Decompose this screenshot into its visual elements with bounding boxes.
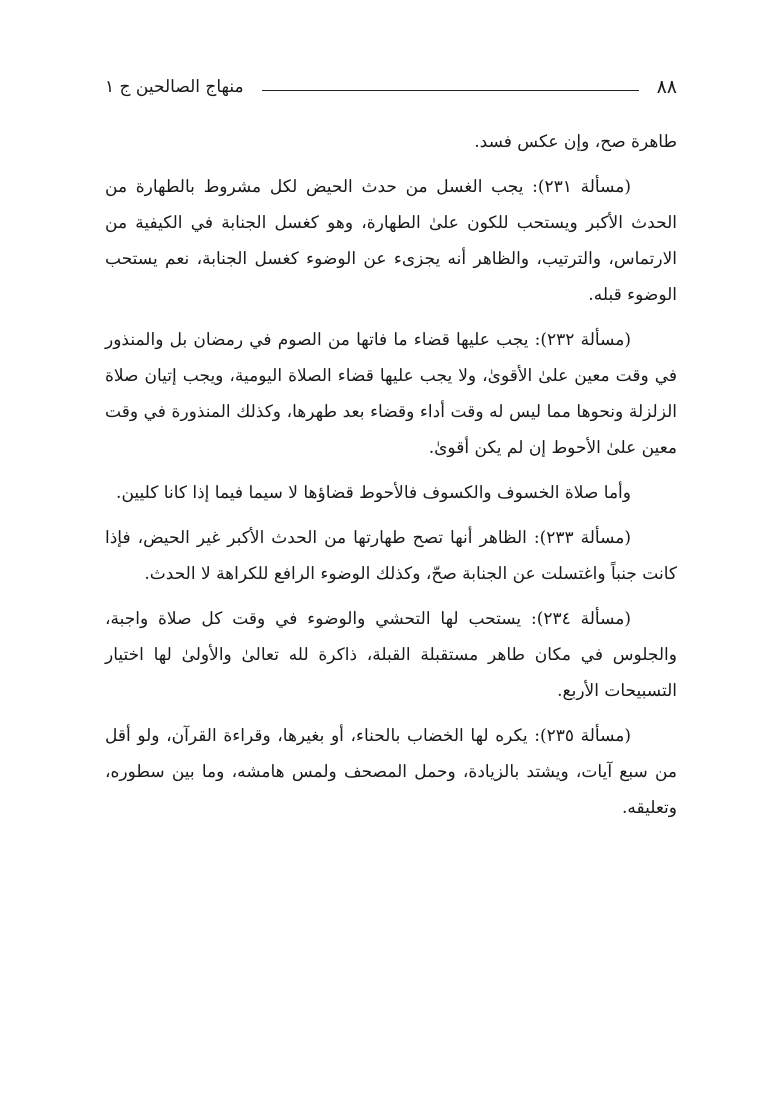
running-title: منهاج الصالحين ج ١ (105, 77, 244, 97)
paragraph-masala-234: (مسألة ٢٣٤): يستحب لها التحشي والوضوء في وقت كل صلاة واجبة، والجلوس في مكان طاهر مستقبلة القبلة، ذاكرة لله تعالىٰ والأولىٰ لها اختيار التسبيحات الأربع. (105, 609, 677, 701)
paragraph-continuation: طاهرة صح، وإن عكس فسد. (474, 132, 677, 152)
page-body (105, 124, 677, 835)
page-number: ٨٨ (656, 76, 677, 98)
header-divider (262, 90, 639, 91)
paragraph-masala-235: (مسألة ٢٣٥): يكره لها الخضاب بالحناء، أو بغيرها، وقراءة القرآن، ولو أقل من سبع آيات، ويشتد بالزيادة، وحمل المصحف ولمس هامشه، وما بين سطوره، وتعليقه. (105, 726, 677, 818)
page-header (105, 72, 677, 102)
paragraph-masala-233: (مسألة ٢٣٣): الظاهر أنها تصح طهارتها من الحدث الأكبر غير الحيض، فإذا كانت جنباً واغتسلت عن الجنابة صحّ، وكذلك الوضوء الرافع للكراهة لا الحدث. (105, 528, 677, 584)
paragraph-eclipse-prayer: وأما صلاة الخسوف والكسوف فالأحوط قضاؤها لا سيما فيما إذا كانا كليين. (116, 483, 631, 503)
paragraph-masala-231: (مسألة ٢٣١): يجب الغسل من حدث الحيض لكل مشروط بالطهارة من الحدث الأكبر ويستحب للكون علىٰ الطهارة، وهو كغسل الجنابة في الكيفية من الارتماس، والترتيب، والظاهر أنه يجزىء عن الوضوء كغسل الجنابة، نعم يستحب الوضوء قبله. (105, 177, 677, 305)
paragraph-masala-232: (مسألة ٢٣٢): يجب عليها قضاء ما فاتها من الصوم في رمضان بل والمنذور في وقت معين علىٰ الأقوىٰ، ولا يجب عليها قضاء الصلاة اليومية، ويجب إتيان صلاة الزلزلة ونحوها مما ليس له وقت أداء وقضاء بعد طهرها، وكذلك المنذورة في وقت معين علىٰ الأحوط إن لم يكن أقوىٰ. (105, 330, 677, 458)
